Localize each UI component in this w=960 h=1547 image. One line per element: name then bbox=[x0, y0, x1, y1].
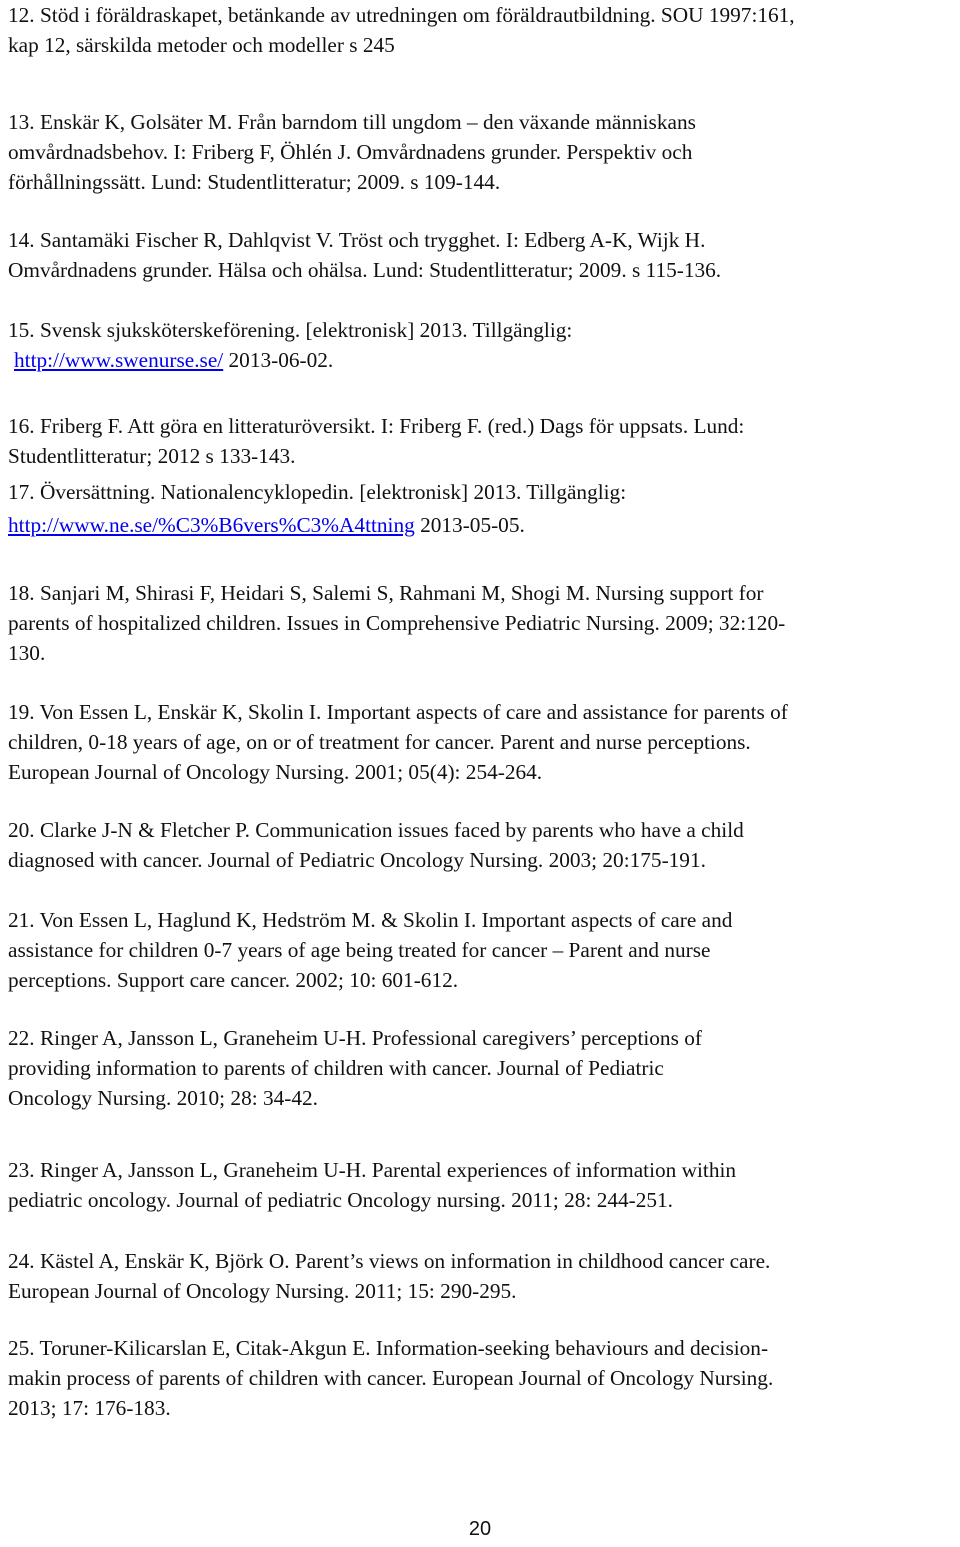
reference-line: pediatric oncology. Journal of pediatric Oncology nursing. 2011; 28: 244-251. bbox=[8, 1188, 673, 1212]
reference-line: 24. Kästel A, Enskär K, Björk O. Parent’s views on information in childhood cancer care. bbox=[8, 1249, 771, 1273]
reference-line: 2013; 17: 176-183. bbox=[8, 1396, 171, 1420]
reference-line: makin process of parents of children with cancer. European Journal of Oncology Nursing. bbox=[8, 1366, 774, 1390]
reference-line: omvårdnadsbehov. I: Friberg F, Öhlén J. Omvårdnadens grunder. Perspektiv och bbox=[8, 140, 693, 164]
reference-line: 17. Översättning. Nationalencyklopedin. [elektronisk] 2013. Tillgänglig: bbox=[8, 480, 627, 504]
reference-line: European Journal of Oncology Nursing. 2011; 15: 290-295. bbox=[8, 1279, 517, 1303]
reference-line: Oncology Nursing. 2010; 28: 34-42. bbox=[8, 1086, 318, 1110]
reference-line: assistance for children 0-7 years of age being treated for cancer – Parent and nurse bbox=[8, 938, 711, 962]
reference-20 bbox=[8, 815, 958, 875]
reference-line: 23. Ringer A, Jansson L, Graneheim U-H. Parental experiences of information within bbox=[8, 1158, 737, 1182]
reference-16 bbox=[8, 411, 958, 471]
page-number: 20 bbox=[468, 1518, 492, 1540]
reference-line: Studentlitteratur; 2012 s 133-143. bbox=[8, 444, 296, 468]
reference-25 bbox=[8, 1333, 958, 1423]
reference-line: 22. Ringer A, Jansson L, Graneheim U-H. Professional caregivers’ perceptions of bbox=[8, 1026, 702, 1050]
reference-line: 18. Sanjari M, Shirasi F, Heidari S, Salemi S, Rahmani M, Shogi M. Nursing support for bbox=[8, 581, 764, 605]
reference-24 bbox=[8, 1246, 958, 1306]
reference-19 bbox=[8, 697, 958, 787]
reference-line: 19. Von Essen L, Enskär K, Skolin I. Important aspects of care and assistance for parents of bbox=[8, 700, 788, 724]
reference-line: perceptions. Support care cancer. 2002; 10: 601-612. bbox=[8, 968, 459, 992]
reference-line: providing information to parents of children with cancer. Journal of Pediatric bbox=[8, 1056, 664, 1080]
reference-23 bbox=[8, 1155, 958, 1215]
reference-line: diagnosed with cancer. Journal of Pediatric Oncology Nursing. 2003; 20:175-191. bbox=[8, 848, 706, 872]
reference-line: 15. Svensk sjuksköterskeförening. [elektronisk] 2013. Tillgänglig: bbox=[8, 318, 573, 342]
reference-12 bbox=[8, 0, 958, 60]
reference-line: kap 12, särskilda metoder och modeller s 245 bbox=[8, 33, 395, 57]
reference-link[interactable]: http://www.swenurse.se/ bbox=[14, 348, 224, 372]
reference-line: 20. Clarke J-N & Fletcher P. Communication issues faced by parents who have a child bbox=[8, 818, 744, 842]
access-date: 2013-06-02. bbox=[223, 348, 334, 372]
reference-line: 14. Santamäki Fischer R, Dahlqvist V. Tröst och trygghet. I: Edberg A-K, Wijk H. bbox=[8, 228, 706, 252]
reference-line: 16. Friberg F. Att göra en litteraturöversikt. I: Friberg F. (red.) Dags för uppsats. Lund: bbox=[8, 414, 745, 438]
reference-17 bbox=[8, 477, 958, 540]
reference-link[interactable]: http://www.ne.se/%C3%B6vers%C3%A4ttning bbox=[8, 513, 415, 537]
reference-13 bbox=[8, 107, 958, 197]
reference-line: 130. bbox=[8, 641, 46, 665]
reference-14 bbox=[8, 225, 958, 285]
reference-line: 13. Enskär K, Golsäter M. Från barndom till ungdom – den växande människans bbox=[8, 110, 696, 134]
reference-line: Omvårdnadens grunder. Hälsa och ohälsa. Lund: Studentlitteratur; 2009. s 115-136. bbox=[8, 258, 722, 282]
reference-21 bbox=[8, 905, 958, 995]
reference-line bbox=[8, 345, 958, 375]
reference-line: parents of hospitalized children. Issues in Comprehensive Pediatric Nursing. 2009; 32:120- bbox=[8, 611, 786, 635]
reference-line: European Journal of Oncology Nursing. 2001; 05(4): 254-264. bbox=[8, 760, 543, 784]
reference-line: 21. Von Essen L, Haglund K, Hedström M. & Skolin I. Important aspects of care and bbox=[8, 908, 733, 932]
reference-22 bbox=[8, 1023, 958, 1113]
reference-line: 12. Stöd i föräldraskapet, betänkande av utredningen om föräldrautbildning. SOU 1997:161, bbox=[8, 3, 795, 27]
reference-line bbox=[8, 510, 958, 540]
reference-line: children, 0-18 years of age, on or of treatment for cancer. Parent and nurse perceptions. bbox=[8, 730, 751, 754]
reference-line: 25. Toruner-Kilicarslan E, Citak-Akgun E. Information-seeking behaviours and decision- bbox=[8, 1336, 769, 1360]
reference-15 bbox=[8, 315, 958, 375]
reference-line: förhållningssätt. Lund: Studentlitteratur; 2009. s 109-144. bbox=[8, 170, 501, 194]
access-date: 2013-05-05. bbox=[414, 513, 525, 537]
reference-18 bbox=[8, 578, 958, 668]
